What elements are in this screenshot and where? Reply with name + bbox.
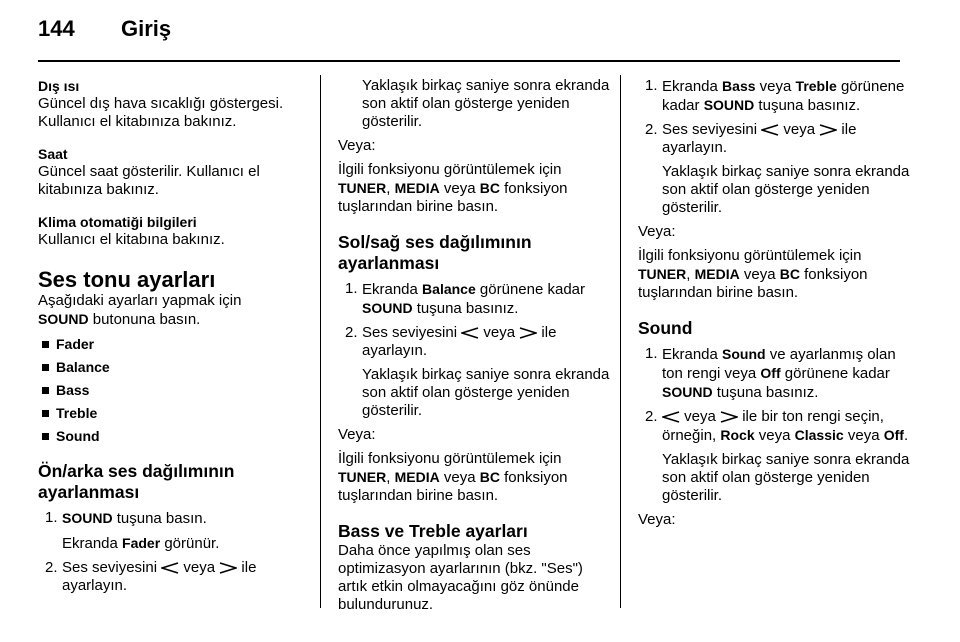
media-key: MEDIA [694, 266, 740, 282]
separator: veya [843, 427, 884, 444]
step-text: Ses seviyesini [362, 324, 462, 341]
tone-bullet-list [38, 335, 310, 445]
list-item: 1. Ekranda Sound ve ayarlanmış olan ton rengi veya Off görünene kadar SOUND tuşuna basınız. [645, 345, 896, 401]
fader-heading: Ön/arka ses dağılımının ayarlanması [38, 461, 235, 502]
rock-key: Rock [720, 427, 755, 443]
step-text: tuşuna basınız. [412, 300, 519, 317]
fader-key: Fader [122, 535, 161, 551]
clock-title: Saat [38, 146, 68, 162]
step-text: ile ayarlayın. [362, 324, 557, 359]
sound-option-key: Sound [722, 346, 766, 362]
tuner-key: TUNER [638, 266, 687, 282]
outside-temp-text: Güncel dış hava sıcaklığı göstergesi. Kullanıcı el kitabınıza bakınız. [38, 95, 284, 130]
step-text: Ses seviyesini [662, 121, 762, 138]
step-text: görünür. [160, 535, 220, 552]
header-rule [38, 60, 900, 62]
tone-settings-heading: Ses tonu ayarları [38, 267, 216, 292]
step-note: Yaklaşık birkaç saniye sonra ekranda son aktif olan gösterge yeniden gösterilir. [662, 163, 910, 216]
bullet-square-icon [42, 387, 49, 394]
climate-title: Klima otomatiği bilgileri [38, 214, 197, 230]
sound-key: SOUND [703, 97, 755, 113]
step-text: Ekranda [662, 346, 723, 363]
step-text: görünene kadar [662, 78, 905, 114]
clock-text: Güncel saat gösterilir. Kullanıcı el kitabınıza bakınız. [38, 163, 260, 198]
volume-down-icon [461, 327, 479, 339]
volume-down-icon [662, 411, 680, 423]
or-text: Veya: [338, 137, 376, 154]
sound-key: SOUND [62, 510, 113, 526]
column-3 [638, 77, 910, 529]
function-note-text: İlgili fonksiyonu görüntülemek için [338, 161, 562, 178]
step-text: Ekranda [62, 535, 123, 552]
step-text: . [903, 427, 909, 444]
volume-up-icon [519, 327, 537, 339]
volume-up-icon [219, 562, 237, 574]
function-note-text: fonksiyon tuşlarından birine basın. [638, 266, 868, 301]
function-note-text: İlgili fonksiyonu görüntülemek için [638, 247, 862, 264]
separator: veya [755, 78, 796, 95]
step-text: Ekranda [362, 281, 423, 298]
climate-text: Kullanıcı el kitabına bakınız. [38, 231, 225, 248]
step-text: ile ayarlayın. [662, 121, 857, 156]
step-text: ile bir ton rengi seçin, örneğin, [662, 408, 884, 444]
sound-key: SOUND [662, 384, 713, 400]
volume-up-icon [720, 411, 738, 423]
step-text: veya [779, 121, 820, 138]
step-text: görünene kadar [475, 281, 585, 298]
bc-key: BC [779, 266, 800, 282]
step-note [38, 534, 310, 553]
volume-down-icon [761, 124, 779, 136]
balance-steps [338, 280, 610, 420]
list-item: 1. Ekranda Bass veya Treble görünene kadar SOUND tuşuna basınız. [645, 77, 905, 114]
step-text: veya [680, 408, 721, 425]
outside-temp-title: Dış ısı [38, 78, 80, 94]
column-divider-2 [620, 75, 621, 608]
list-item [38, 381, 310, 399]
bullet-label: Treble [56, 405, 98, 421]
step-text: veya [179, 559, 220, 576]
page-title: Giriş [121, 16, 172, 41]
step-text: tuşuna basınız. [712, 384, 819, 401]
sound-heading: Sound [638, 318, 693, 338]
function-note-text: fonksiyon tuşlarından birine basın. [338, 469, 568, 504]
bullet-square-icon [42, 433, 49, 440]
separator: veya [739, 266, 780, 283]
function-note [638, 247, 910, 302]
sound-steps [638, 345, 910, 505]
step-note: Yaklaşık birkaç saniye sonra ekranda son aktif olan gösterge yeniden gösterilir. [362, 366, 610, 419]
bullet-square-icon [42, 364, 49, 371]
bc-key: BC [479, 180, 500, 196]
step-text: ve ayarlanmış olan ton rengi veya [662, 346, 896, 382]
balance-key: Balance [422, 281, 476, 297]
separator: , [686, 266, 695, 283]
or-text: Veya: [338, 426, 376, 443]
list-item: 2. Ses seviyesini veya ile ayarlayın. [45, 559, 257, 594]
separator: , [386, 469, 395, 486]
separator: , [386, 180, 395, 197]
bullet-label: Fader [56, 336, 95, 352]
step-text: ile ayarlayın. [62, 559, 257, 594]
media-key: MEDIA [394, 469, 440, 485]
off-key: Off [883, 427, 904, 443]
volume-down-icon [161, 562, 179, 574]
column-1 [38, 77, 310, 595]
bullet-label: Balance [56, 359, 110, 375]
sound-key: SOUND [362, 300, 413, 316]
bullet-label: Bass [56, 382, 90, 398]
bullet-square-icon [42, 341, 49, 348]
function-note [338, 161, 610, 216]
tuner-key: TUNER [338, 469, 387, 485]
or-text: Veya: [638, 223, 676, 240]
separator: veya [439, 180, 480, 197]
bass-treble-steps [638, 77, 910, 217]
tuner-key: TUNER [338, 180, 387, 196]
list-item: 2. Ses seviyesini veya ile ayarlayın. [345, 324, 557, 359]
list-item: 1. Ekranda Balance görünene kadar SOUND tuşuna basınız. [345, 280, 585, 317]
list-item [38, 427, 310, 445]
separator: veya [754, 427, 795, 444]
volume-up-icon [819, 124, 837, 136]
cont-text: Yaklaşık birkaç saniye sonra ekranda son aktif olan gösterge yeniden gösterilir. [362, 77, 610, 130]
or-text: Veya: [638, 511, 676, 528]
off-key: Off [760, 365, 781, 381]
list-item: 2. veya ile bir ton rengi seçin, örneğin, Rock veya Classic veya Off. [645, 408, 909, 444]
step-text: görünene kadar [780, 365, 890, 382]
bass-key: Bass [722, 78, 756, 94]
step-text: tuşuna basınız. [754, 97, 861, 114]
column-divider-1 [320, 75, 321, 608]
tone-intro-text: Aşağıdaki ayarları yapmak için [38, 292, 242, 309]
sound-key: SOUND [38, 311, 89, 327]
bc-key: BC [479, 469, 500, 485]
balance-heading: Sol/sağ ses dağılımının ayarlanması [338, 232, 532, 273]
bass-treble-heading: Bass ve Treble ayarları [338, 521, 528, 541]
bullet-label: Sound [56, 428, 100, 444]
media-key: MEDIA [394, 180, 440, 196]
list-item [38, 335, 310, 353]
fader-steps [38, 509, 310, 595]
tone-intro [38, 292, 310, 329]
classic-key: Classic [794, 427, 844, 443]
function-note [338, 450, 610, 505]
step-text: Ses seviyesini [62, 559, 162, 576]
list-item [38, 404, 310, 422]
column-2 [338, 77, 610, 614]
function-note-text: İlgili fonksiyonu görüntülemek için [338, 450, 562, 467]
list-item [38, 358, 310, 376]
list-item: 2. Ses seviyesini veya ile ayarlayın. [645, 121, 857, 156]
treble-key: Treble [795, 78, 837, 94]
bass-treble-text: Daha önce yapılmış olan ses optimizasyon ayarlarının (bkz. "Ses") artık etkin olmayacağını göz önünde bulundurunuz. [338, 542, 583, 613]
tone-intro-post: butonuna basın. [88, 311, 201, 328]
step-text: veya [479, 324, 520, 341]
step-text: tuşuna basın. [112, 510, 207, 527]
separator: veya [439, 469, 480, 486]
list-item: 1. SOUND tuşuna basın. [45, 509, 207, 527]
page-number: 144 [38, 16, 75, 41]
function-note-text: fonksiyon tuşlarından birine basın. [338, 180, 568, 215]
step-note: Yaklaşık birkaç saniye sonra ekranda son aktif olan gösterge yeniden gösterilir. [662, 451, 910, 504]
bullet-square-icon [42, 410, 49, 417]
step-text: Ekranda [662, 78, 723, 95]
